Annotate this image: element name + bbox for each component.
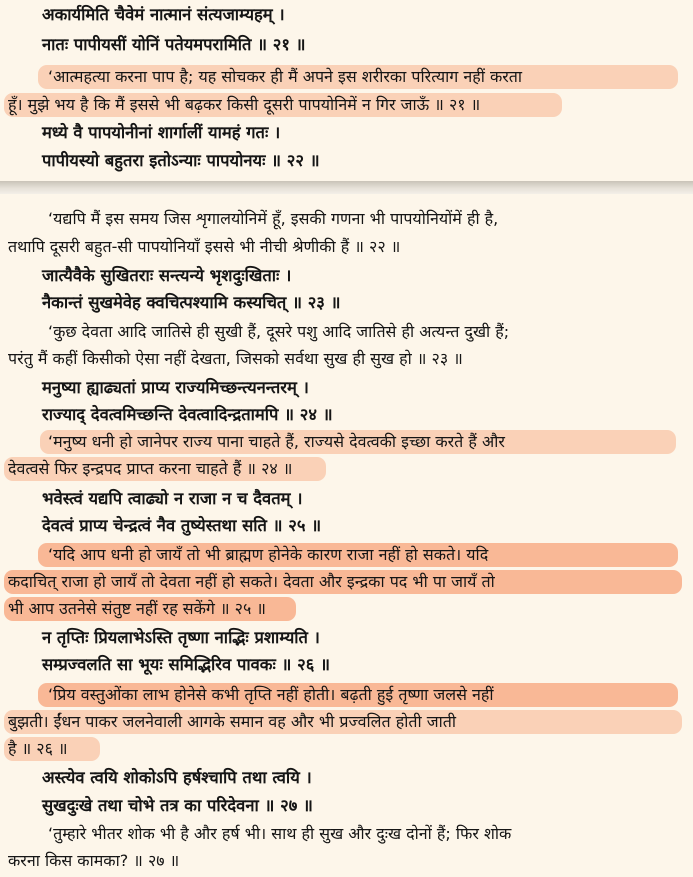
prose-line: कदाचित् राजा हो जायँ तो देवता नहीं हो सकते। देवता और इन्द्रका पद भी पा जायँ तो (0, 567, 693, 597)
verse-line: अकार्यमिति चैवेमं नात्मानं संत्यजाम्यहम् । (42, 5, 285, 24)
page-top-section (0, 0, 693, 181)
verse-line: राज्याद् देवत्वमिच्छन्ति देवत्वादिन्द्रतामपि ॥ २४ ॥ (42, 405, 333, 424)
verse-line: मनुष्या ह्याढ्यतां प्राप्य राज्यमिच्छन्त्यनन्तरम् । (42, 378, 309, 397)
page-break-divider (0, 181, 693, 194)
verse-line: मध्ये वै पापयोनीनां शार्गालीं यामहं गतः । (42, 123, 281, 142)
prose-line: करना किस कामका? ॥ २७ ॥ (8, 851, 180, 870)
verse-line: नैकान्तं सुखमेवेह क्वचित्पश्यामि कस्यचित् ॥ २३ ॥ (42, 293, 341, 312)
prose-line: ‘तुम्हारे भीतर शोक भी है और हर्ष भी। साथ ही सुख और दुःख दोनों हैं; फिर शोक (48, 824, 512, 843)
prose-line: हूँ। मुझे भय है कि मैं इससे भी बढ़कर किसी दूसरी पापयोनिमें न गिर जाऊँ ॥ २१ ॥ (0, 90, 693, 120)
prose-line: है ॥ २६ ॥ (0, 734, 693, 764)
verse-line: न तृप्तिः प्रियलाभेऽस्ति तृष्णा नाद्भिः प्रशाम्यति । (42, 628, 320, 647)
prose-line: परंतु मैं कहीं किसीको ऐसा नहीं देखता, जिसको सर्वथा सुख ही सुख हो ॥ २३ ॥ (8, 349, 463, 368)
prose-line: देवत्वसे फिर इन्द्रपद प्राप्त करना चाहते हैं ॥ २४ ॥ (0, 454, 693, 484)
verse-line: सुखदुःखे तथा चोभे तत्र का परिदेवना ॥ २७ ॥ (42, 796, 313, 815)
verse-line: जात्यैवैके सुखितराः सन्त्यन्ये भृशदुःखिताः । (42, 266, 292, 285)
page-bottom-section (0, 194, 693, 877)
prose-line: बुझती। ईंधन पाकर जलनेवाली आगके समान वह और भी प्रज्वलित होती जाती (0, 707, 693, 737)
prose-line: ‘यद्यपि मैं इस समय जिस शृगालयोनिमें हूँ, इसकी गणना भी पापयोनियोंमें ही है, (48, 209, 499, 228)
prose-line: तथापि दूसरी बहुत-सी पापयोनियाँ इससे भी नीची श्रेणीकी हैं ॥ २२ ॥ (8, 237, 401, 256)
verse-line: अस्त्येव त्वयि शोकोऽपि हर्षश्चापि तथा त्वयि । (42, 768, 312, 787)
prose-line: ‘मनुष्य धनी हो जानेपर राज्य पाना चाहते हैं, राज्यसे देवत्वकी इच्छा करते हैं और (0, 427, 693, 457)
verse-line: भवेस्त्वं यद्यपि त्वाढ्यो न राजा न च दैवतम् । (42, 489, 303, 508)
prose-line: ‘प्रिय वस्तुओंका लाभ होनेसे कभी तृप्ति नहीं होती। बढ़ती हुई तृष्णा जलसे नहीं (0, 680, 693, 710)
verse-line: देवत्वं प्राप्य चेन्द्रत्वं नैव तुष्येस्तथा सति ॥ २५ ॥ (42, 516, 322, 535)
verse-line: नातः पापीयसीं योनिं पतेयमपरामिति ॥ २१ ॥ (42, 35, 306, 54)
verse-line: पापीयस्यो बहुतरा इतोऽन्याः पापयोनयः ॥ २२ ॥ (42, 151, 320, 170)
prose-line: ‘यदि आप धनी हो जायँ तो भी ब्राह्मण होनेके कारण राजा नहीं हो सकते। यदि (0, 540, 693, 570)
prose-line: ‘आत्महत्या करना पाप है; यह सोचकर ही मैं अपने इस शरीरका परित्याग नहीं करता (0, 62, 693, 92)
prose-line: ‘कुछ देवता आदि जातिसे ही सुखी हैं, दूसरे पशु आदि जातिसे ही अत्यन्त दुखी हैं; (48, 322, 510, 341)
prose-line: भी आप उतनेसे संतुष्ट नहीं रह सकेंगे ॥ २५ ॥ (0, 594, 693, 624)
verse-line: सम्प्रज्वलति सा भूयः समिद्भिरिव पावकः ॥ २६ ॥ (42, 655, 330, 674)
